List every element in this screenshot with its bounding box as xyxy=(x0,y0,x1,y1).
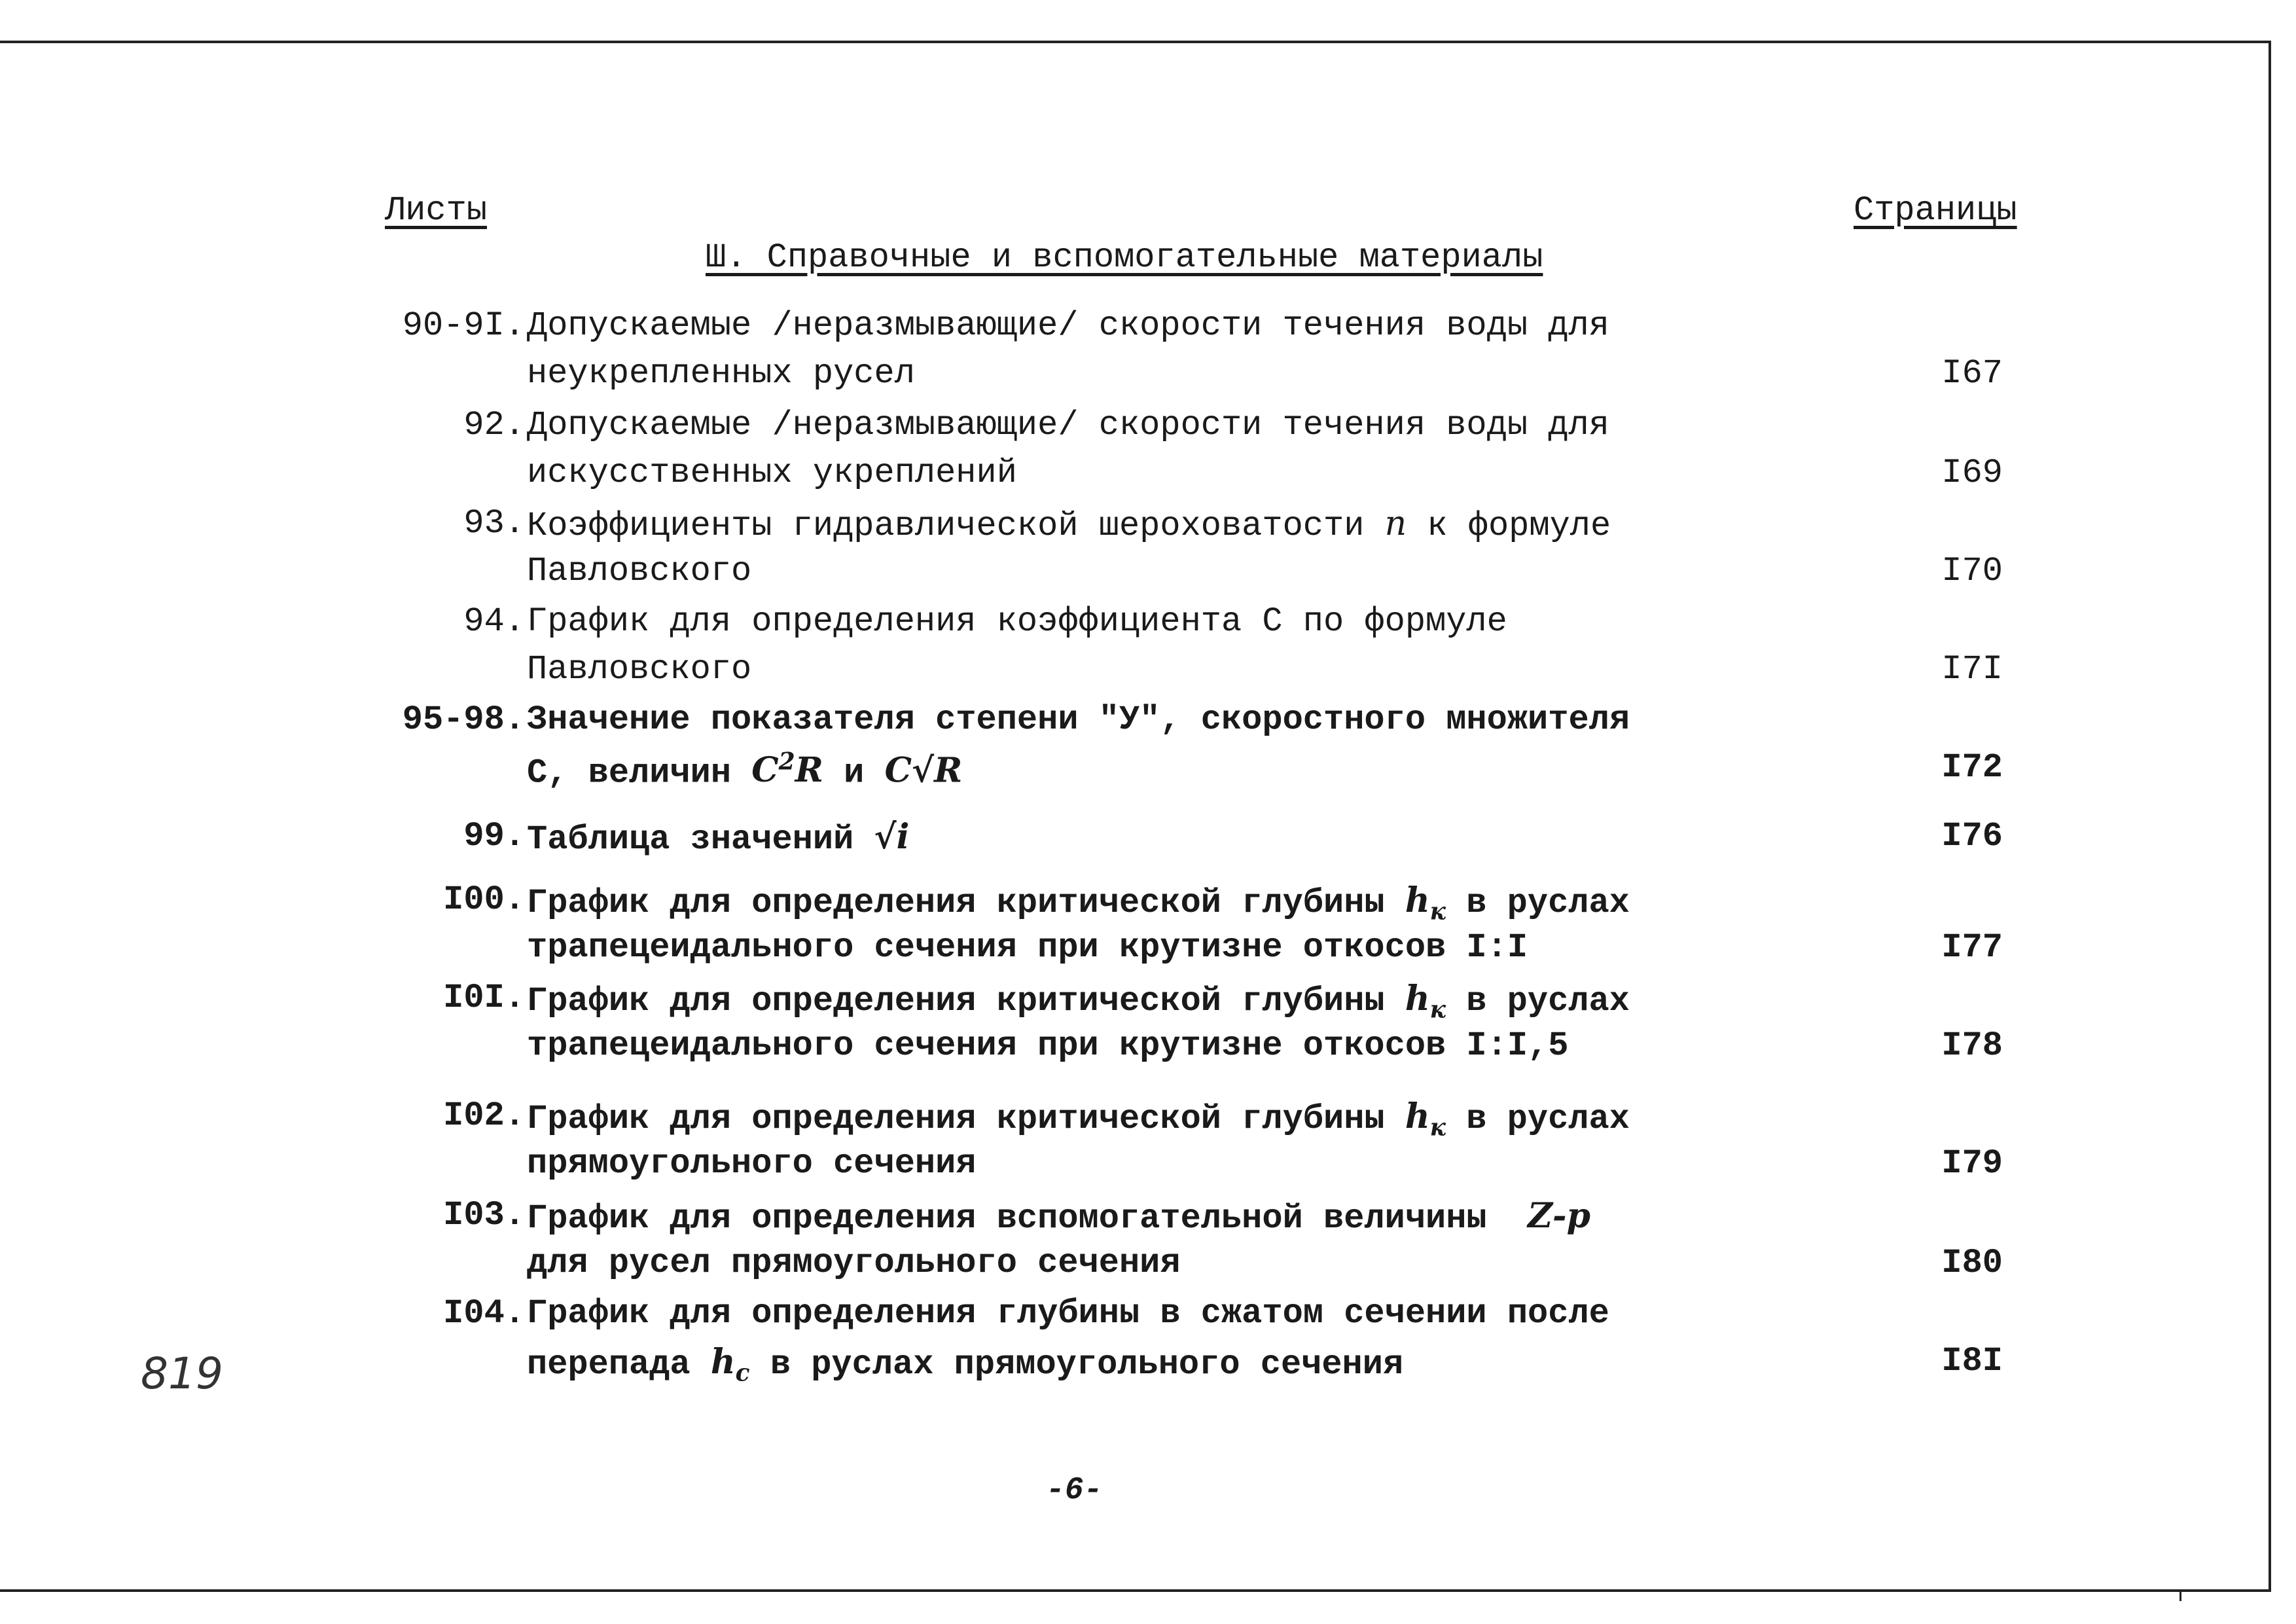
entry-number: 94. xyxy=(463,602,525,641)
frame-bottom-line xyxy=(0,1589,2271,1592)
entry-title-line2: для русел прямоугольного сечения xyxy=(527,1244,1181,1282)
entry-page: I7I xyxy=(1941,650,2003,689)
frame-top-line xyxy=(0,41,2271,43)
entry-title-line1: График для определения глубины в сжатом сечении после xyxy=(527,1294,1609,1333)
entry-title-line2: неукрепленных русел xyxy=(527,354,915,393)
entry-page: I80 xyxy=(1941,1244,2003,1282)
entry-title-line1: Значение показателя степени "У", скоростного множителя xyxy=(527,700,1630,739)
entry-title-line2: трапецеидального сечения при крутизне откосов I:I xyxy=(527,928,1528,967)
entry-page: I70 xyxy=(1941,552,2003,590)
toc-entry-102 xyxy=(0,1096,2296,1195)
entry-title-line2: Павловского xyxy=(527,552,752,590)
entry-title-line2: трапецеидального сечения при крутизне откосов I:I,5 xyxy=(527,1026,1569,1065)
entry-page: I78 xyxy=(1941,1026,2003,1065)
entry-title-line2: Павловского xyxy=(527,650,752,689)
entry-title-line2: искусственных укреплений xyxy=(527,454,1017,492)
entry-title-line1: График для определения критической глубины $h_к$ в руслах xyxy=(527,979,1630,1024)
entry-title-line2: С, величин $С^2R$ и С√R xyxy=(527,748,963,793)
entry-page: I77 xyxy=(1941,928,2003,967)
sqrt-i-symbol: √i xyxy=(874,817,910,857)
toc-entry-101 xyxy=(0,979,2296,1077)
entry-page: I67 xyxy=(1941,354,2003,393)
entry-number: I0I. xyxy=(443,979,525,1017)
entry-title-line1: Допускаемые /неразмывающие/ скорости течения воды для xyxy=(527,406,1609,444)
toc-entry-103 xyxy=(0,1196,2296,1294)
toc-entry-92 xyxy=(0,406,2296,504)
toc-entry-104 xyxy=(0,1294,2296,1392)
roughness-symbol: n xyxy=(1384,504,1407,543)
toc-entry-95-98 xyxy=(0,700,2296,799)
entry-page: I69 xyxy=(1941,454,2003,492)
toc-entry-100 xyxy=(0,880,2296,979)
entry-number: 92. xyxy=(463,406,525,444)
entry-number: I00. xyxy=(443,880,525,919)
column-header-sheets: Листы xyxy=(385,191,488,230)
entry-title-line1: Допускаемые /неразмывающие/ скорости течения воды для xyxy=(527,306,1609,345)
entry-number: 90-9I. xyxy=(402,306,525,345)
entry-page: I72 xyxy=(1941,748,2003,787)
entry-title-line1: График для определения вспомогательной величины Z-p xyxy=(527,1196,1590,1238)
z-p-symbol: Z-p xyxy=(1528,1196,1590,1236)
toc-entry-93 xyxy=(0,504,2296,602)
toc-entry-94 xyxy=(0,602,2296,700)
entry-title-line1: Таблица значений √i xyxy=(527,817,910,859)
entry-page: I76 xyxy=(1941,817,2003,856)
frame-tick-mark xyxy=(2179,1592,2181,1601)
entry-title-line1: Коэффициенты гидравлической шероховатости n к формуле xyxy=(527,504,1611,545)
entry-title-line2: перепада $h_c$ в руслах прямоугольного сечения xyxy=(527,1342,1404,1387)
entry-title-line2: прямоугольного сечения xyxy=(527,1144,977,1183)
entry-number: 93. xyxy=(463,504,525,543)
margin-number: 819 xyxy=(141,1348,223,1399)
entry-number: I03. xyxy=(443,1196,525,1235)
entry-page: I8I xyxy=(1941,1342,2003,1380)
entry-number: 99. xyxy=(463,817,525,856)
entry-title-line1: График для определения критической глубины $h_к$ в руслах xyxy=(527,880,1630,926)
toc-entry-90-91 xyxy=(0,306,2296,405)
entry-number: 95-98. xyxy=(402,700,525,739)
entry-title-line1: График для определения критической глубины $h_к$ в руслах xyxy=(527,1096,1630,1142)
entry-number: I02. xyxy=(443,1096,525,1135)
page-number: -6- xyxy=(1046,1473,1103,1508)
entry-number: I04. xyxy=(443,1294,525,1333)
section-title: Ш. Справочные и вспомогательные материалы xyxy=(706,238,1543,277)
column-header-pages: Страницы xyxy=(1854,191,2017,230)
entry-title-line1: График для определения коэффициента С по формуле xyxy=(527,602,1507,641)
entry-page: I79 xyxy=(1941,1144,2003,1183)
